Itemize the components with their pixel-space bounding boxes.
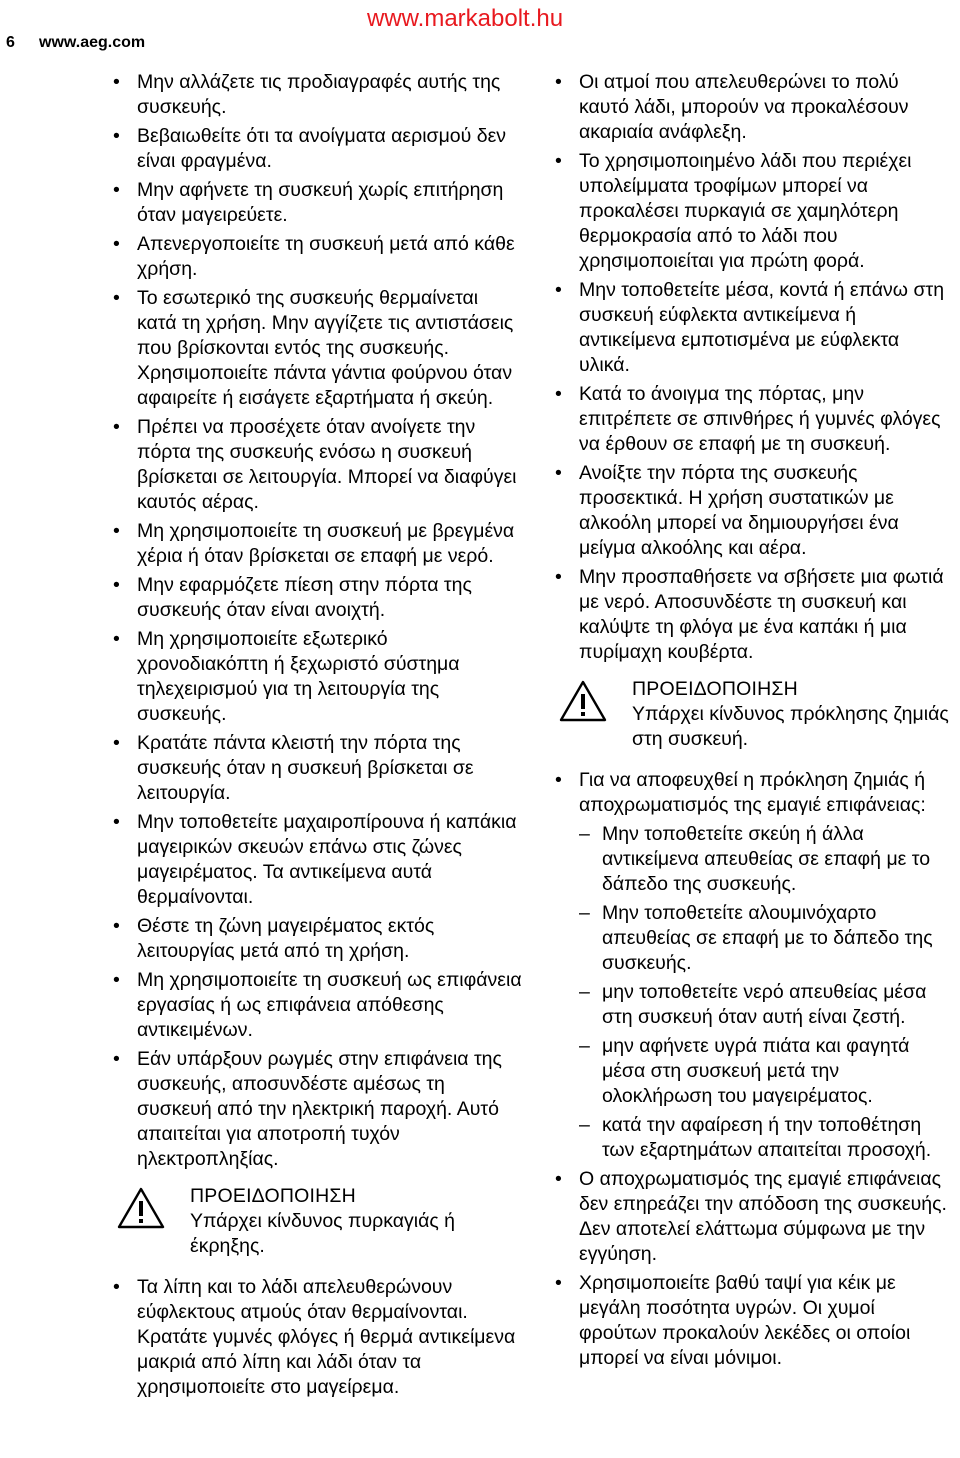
list-item: • Ο αποχρωματισμός της εμαγιέ επιφάνειας δεν επηρεάζει την απόδοση της συσκευής. Δεν αποτελεί ελάττωμα σύμφωνα με την εγγύηση. [554, 1167, 954, 1267]
list-item: • Μην αφήνετε τη συσκευή χωρίς επιτήρηση όταν μαγειρεύετε. [112, 178, 522, 228]
damage-intro: Για να αποφευχθεί η πρόκληση ζημιάς ή αποχρωματισμός της εμαγιέ επιφάνειας: [579, 769, 926, 816]
list-item: • Μην αλλάζετε τις προδιαγραφές αυτής της συσκευής. [112, 70, 522, 120]
watermark-link[interactable]: www.markabolt.hu [367, 5, 564, 32]
left-bullet-list-bottom [112, 1275, 522, 1400]
fire-warning-box [112, 1184, 522, 1259]
list-item [554, 768, 954, 1163]
right-bullet-list-bottom [554, 768, 954, 1371]
right-column [554, 70, 954, 1375]
warning-triangle-icon [116, 1186, 166, 1230]
page-number: 6 [6, 34, 15, 51]
warning-title: ΠΡΟΕΙΔΟΠΟΙΗΣΗ [190, 1185, 356, 1207]
list-item: • Μη χρησιμοποιείτε εξωτερικό χρονοδιακόπτη ή ξεχωριστό σύστημα τηλεχειρισμού για τη λειτουργία της συσκευής. [112, 627, 522, 727]
list-item: • Μην προσπαθήσετε να σβήσετε μια φωτιά με νερό. Αποσυνδέστε τη συσκευή και καλύψτε τη φλόγα με ένα καπάκι ή μια πυρίμαχη κουβέρτα. [554, 565, 954, 665]
right-bullet-list-top [554, 70, 954, 665]
list-item: • Τα λίπη και το λάδι απελευθερώνουν εύφλεκτους ατμούς όταν θερμαίνονται. Κρατάτε γυμνές φλόγες ή θερμά αντικείμενα μακριά από λίπη και λάδι όταν τα χρησιμοποιείτε στο μαγείρεμα. [112, 1275, 522, 1400]
warning-title: ΠΡΟΕΙΔΟΠΟΙΗΣΗ [632, 678, 798, 700]
list-item: • Χρησιμοποιείτε βαθύ ταψί για κέικ με μεγάλη ποσότητα υγρών. Οι χυμοί φρούτων προκαλούν λεκέδες οι οποίοι μπορεί να είναι μόνιμοι. [554, 1271, 954, 1371]
damage-sublist [579, 822, 954, 1163]
list-item: • Κατά το άνοιγμα της πόρτας, μην επιτρέπετε σε σπινθήρες ή γυμνές φλόγες να έρθουν σε επαφή με τη συσκευή. [554, 382, 954, 457]
warning-content [632, 677, 954, 752]
list-item: • Το χρησιμοποιημένο λάδι που περιέχει υπολείμματα τροφίμων μπορεί να προκαλέσει πυρκαγιά σε χαμηλότερη θερμοκρασία από το λάδι που χρησιμοποιείται για πρώτη φορά. [554, 149, 954, 274]
list-item: • Μην τοποθετείτε μαχαιροπίρουνα ή καπάκια μαγειρικών σκευών επάνω στις ζώνες μαγειρέματος. Τα αντικείμενα αυτά θερμαίνονται. [112, 810, 522, 910]
page-header [0, 0, 960, 60]
sub-list-item: – μην αφήνετε υγρά πιάτα και φαγητά μέσα στη συσκευή μετά την ολοκλήρωση του μαγειρέματος. [579, 1034, 954, 1109]
site-url: www.aeg.com [39, 34, 146, 51]
list-item: • Μην τοποθετείτε μέσα, κοντά ή επάνω στη συσκευή εύφλεκτα αντικείμενα ή αντικείμενα εμποτισμένα με εύφλεκτα υλικά. [554, 278, 954, 378]
warning-text: Υπάρχει κίνδυνος πρόκλησης ζημιάς στη συσκευή. [632, 703, 949, 750]
list-item: • Μη χρησιμοποιείτε τη συσκευή ως επιφάνεια εργασίας ή ως επιφάνεια απόθεσης αντικειμένων. [112, 968, 522, 1043]
sub-list-item: – Μην τοποθετείτε σκεύη ή άλλα αντικείμενα απευθείας σε επαφή με το δάπεδο της συσκευής. [579, 822, 954, 897]
list-item: • Το εσωτερικό της συσκευής θερμαίνεται κατά τη χρήση. Μην αγγίζετε τις αντιστάσεις που βρίσκονται εντός της συσκευής. Χρησιμοποιείτε πάντα γάντια φούρνου όταν αφαιρείτε ή εισάγετε εξαρτήματα ή σκεύη. [112, 286, 522, 411]
left-bullet-list-top [112, 70, 522, 1172]
list-item: • Πρέπει να προσέχετε όταν ανοίγετε την πόρτα της συσκευής ενόσω η συσκευή βρίσκεται σε λειτουργία. Μπορεί να διαφύγει καυτός αέρας. [112, 415, 522, 515]
list-item: • Απενεργοποιείτε τη συσκευή μετά από κάθε χρήση. [112, 232, 522, 282]
list-item: • Κρατάτε πάντα κλειστή την πόρτα της συσκευής όταν η συσκευή βρίσκεται σε λειτουργία. [112, 731, 522, 806]
warning-text: Υπάρχει κίνδυνος πυρκαγιάς ή έκρηξης. [190, 1210, 456, 1257]
sub-list-item: – κατά την αφαίρεση ή την τοποθέτηση των εξαρτημάτων απαιτείται προσοχή. [579, 1113, 954, 1163]
warning-content [190, 1184, 522, 1259]
list-item: • Μη χρησιμοποιείτε τη συσκευή με βρεγμένα χέρια ή όταν βρίσκεται σε επαφή με νερό. [112, 519, 522, 569]
warning-triangle-icon [558, 679, 608, 723]
list-item: • Οι ατμοί που απελευθερώνει το πολύ καυτό λάδι, μπορούν να προκαλέσουν ακαριαία ανάφλεξη. [554, 70, 954, 145]
damage-warning-box [554, 677, 954, 752]
list-item: • Βεβαιωθείτε ότι τα ανοίγματα αερισμού δεν είναι φραγμένα. [112, 124, 522, 174]
list-item: • Μην εφαρμόζετε πίεση στην πόρτα της συσκευής όταν είναι ανοιχτή. [112, 573, 522, 623]
list-item: • Θέστε τη ζώνη μαγειρέματος εκτός λειτουργίας μετά από τη χρήση. [112, 914, 522, 964]
sub-list-item: – Μην τοποθετείτε αλουμινόχαρτο απευθείας σε επαφή με το δάπεδο της συσκευής. [579, 901, 954, 976]
left-column [112, 70, 522, 1404]
list-item: • Εάν υπάρξουν ρωγμές στην επιφάνεια της συσκευής, αποσυνδέστε αμέσως τη συσκευή από την ηλεκτρική παροχή. Αυτό απαιτείται για αποτροπή τυχόν ηλεκτροπληξίας. [112, 1047, 522, 1172]
sub-list-item: – μην τοποθετείτε νερό απευθείας μέσα στη συσκευή όταν αυτή είναι ζεστή. [579, 980, 954, 1030]
list-item: • Ανοίξτε την πόρτα της συσκευής προσεκτικά. Η χρήση συστατικών με αλκοόλη μπορεί να δημιουργήσει ένα μείγμα αλκοόλης και αέρα. [554, 461, 954, 561]
